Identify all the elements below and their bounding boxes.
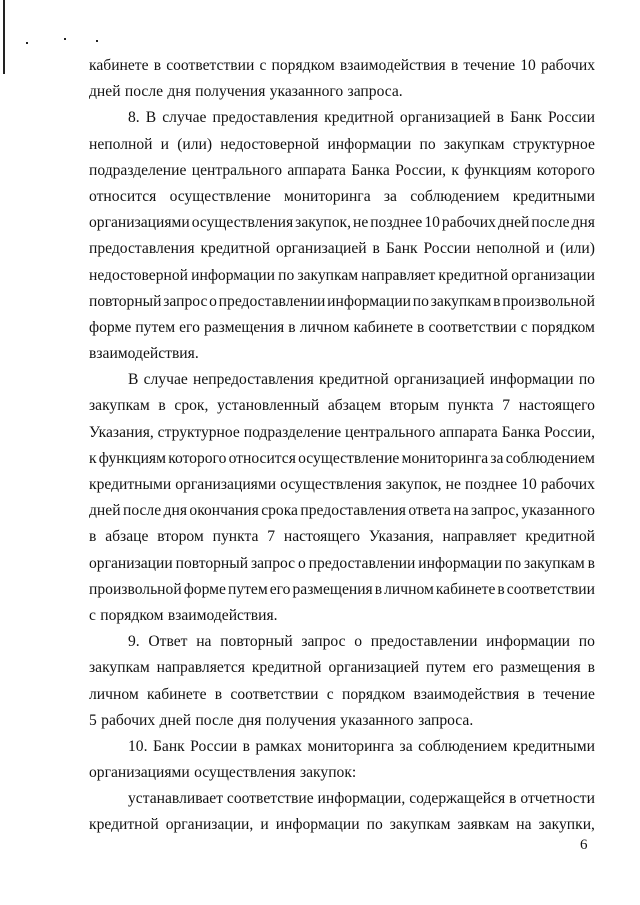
text-line: относится осуществление мониторинга за соблюдением кредитными bbox=[89, 187, 595, 205]
text-line: устанавливает соответствие информации, содержащейся в отчетности bbox=[128, 790, 595, 808]
text-line: неполной и (или) недостоверной информации по закупкам структурное bbox=[89, 135, 595, 153]
scan-edge-mark bbox=[3, 0, 5, 74]
text-line: кабинете в соответствии с порядком взаимодействия в течение 10 рабочих bbox=[89, 57, 595, 74]
text-line: личном кабинете в соответствии с порядком взаимодействия в течение bbox=[89, 685, 595, 703]
text-line: закупкам направляется кредитной организацией путем его размещения в bbox=[89, 659, 595, 677]
text-line: повторный запрос о предоставлении информации по закупкам в произвольной bbox=[89, 292, 595, 310]
text-line: подразделение центрального аппарата Банка России, к функциям которого bbox=[89, 161, 595, 179]
text-line: в абзаце втором пункта 7 настоящего Указания, направляет кредитной bbox=[89, 528, 595, 546]
text-line: 9. Ответ на повторный запрос о предоставлении информации по bbox=[128, 633, 595, 651]
text-line: недостоверной информации по закупкам направляет кредитной организации bbox=[89, 266, 595, 284]
text-line: кредитными организациями осуществления закупок, не позднее 10 рабочих bbox=[89, 476, 595, 493]
text-line: 10. Банк России в рамках мониторинга за соблюдением кредитными bbox=[128, 737, 595, 755]
document-body bbox=[89, 53, 595, 839]
text-line: организации повторный запрос о предоставлении информации по закупкам в bbox=[89, 554, 595, 572]
text-line: с порядком взаимодействия. bbox=[89, 606, 278, 624]
text-line: к функциям которого относится осуществление мониторинга за соблюдением bbox=[89, 449, 595, 467]
page-number: 6 bbox=[580, 837, 588, 853]
text-line: 8. В случае предоставления кредитной организацией в Банк России bbox=[128, 109, 595, 127]
text-line: предоставления кредитной организацией в Банк России неполной и (или) bbox=[89, 240, 595, 258]
text-line: В случае непредоставления кредитной организацией информации по bbox=[128, 371, 595, 389]
text-line: закупкам в срок, установленный абзацем вторым пункта 7 настоящего bbox=[89, 397, 595, 415]
text-line: организациями осуществления закупок, не позднее 10 рабочих дней после дня bbox=[89, 214, 595, 232]
text-line: Указания, структурное подразделение центрального аппарата Банка России, bbox=[89, 423, 595, 441]
text-line: дней после дня получения указанного запроса. bbox=[89, 83, 403, 101]
text-line: организациями осуществления закупок: bbox=[89, 764, 357, 782]
text-line: кредитной организации, и информации по закупкам заявкам на закупки, bbox=[89, 816, 595, 834]
scan-speck bbox=[96, 40, 98, 42]
scan-speck bbox=[26, 42, 28, 44]
scan-speck bbox=[64, 38, 66, 40]
text-line: 5 рабочих дней после дня получения указанного запроса. bbox=[89, 711, 474, 729]
text-line: форме путем его размещения в личном кабинете в соответствии с порядком bbox=[89, 318, 595, 336]
text-line: произвольной форме путем его размещения в личном кабинете в соответствии bbox=[89, 580, 595, 598]
text-line: дней после дня окончания срока предоставления ответа на запрос, указанного bbox=[89, 502, 595, 520]
text-line: взаимодействия. bbox=[89, 345, 199, 363]
